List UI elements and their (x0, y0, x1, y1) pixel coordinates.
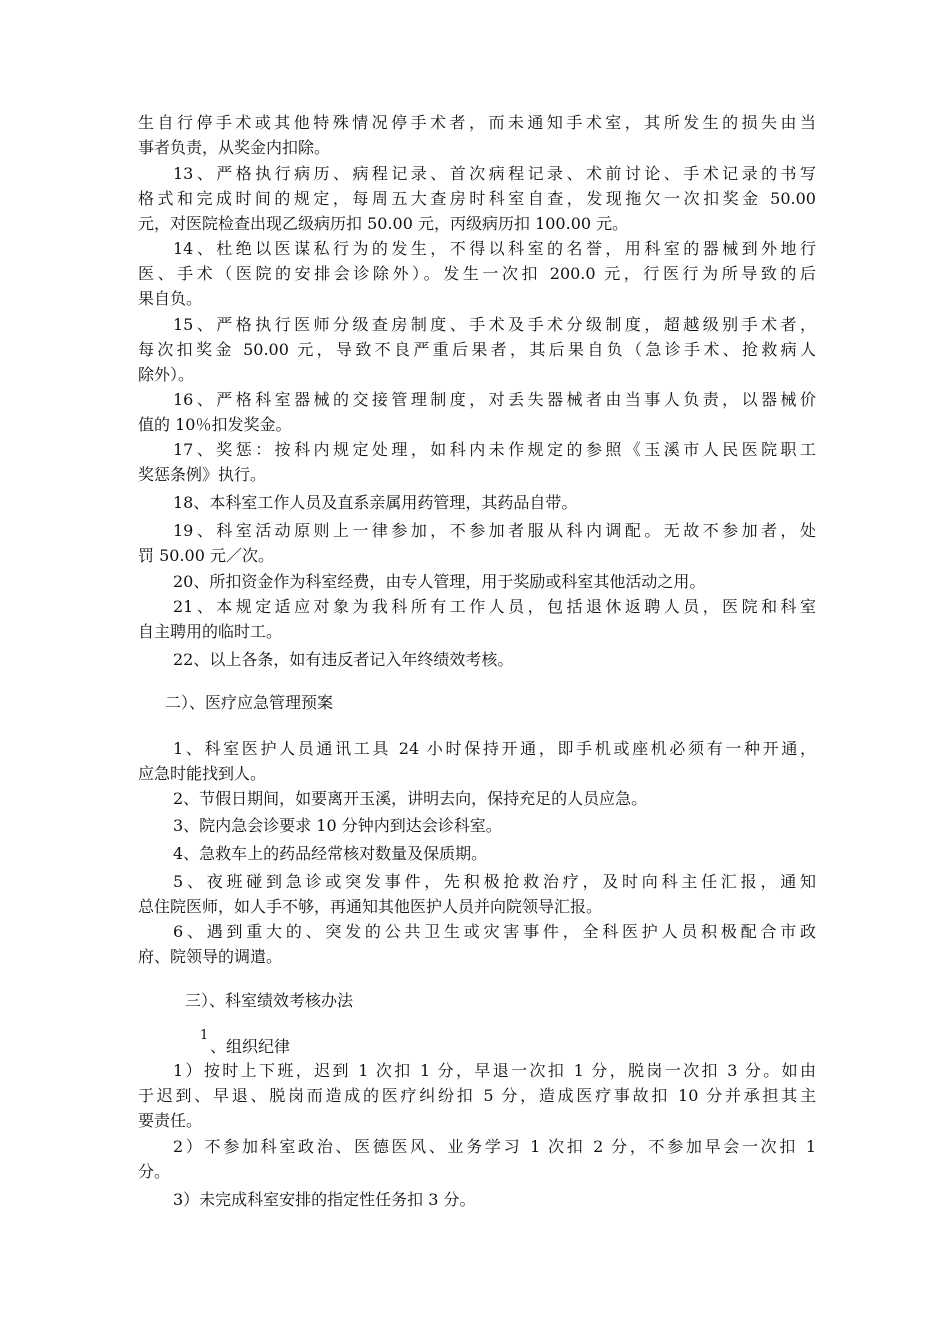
text-line: 分。 (138, 1162, 171, 1181)
text-line: 22、以上各条，如有违反者记入年终绩效考核。 (173, 650, 514, 669)
text-line: 4、急救车上的药品经常核对数量及保质期。 (173, 844, 488, 863)
text-line: 21、本规定适应对象为我科所有工作人员，包括退休返聘人员，医院和科室 (173, 597, 816, 616)
text-line: 13、严格执行病历、病程记录、首次病程记录、术前讨论、手术记录的书写 (173, 164, 816, 183)
text-line: 事者负责，从奖金内扣除。 (138, 138, 331, 157)
text-line: 5、夜班碰到急诊或突发事件，先积极抢救治疗，及时向科主任汇报，通知 (173, 872, 816, 891)
text-line: 6、遇到重大的、突发的公共卫生或灾害事件，全科医护人员积极配合市政 (173, 922, 816, 941)
text-line: 2）不参加科室政治、医德医风、业务学习 1 次扣 2 分，不参加早会一次扣 1 (173, 1137, 816, 1156)
text-line: 应急时能找到人。 (138, 764, 267, 783)
subsection-heading: 、组织纪律 (210, 1037, 291, 1056)
text-line: 3）未完成科室安排的指定性任务扣 3 分。 (173, 1190, 476, 1209)
text-line: 每次扣奖金 50.00 元，导致不良严重后果者，其后果自负（急诊手术、抢救病人 (138, 340, 816, 359)
text-line: 16、严格科室器械的交接管理制度，对丢失器械者由当事人负责，以器械价 (173, 390, 816, 409)
text-line: 18、本科室工作人员及直系亲属用药管理，其药品自带。 (173, 493, 578, 512)
section-heading: 三）、科室绩效考核办法 (185, 991, 354, 1010)
text-line: 自主聘用的临时工。 (138, 622, 283, 641)
text-line: 要责任。 (138, 1111, 203, 1130)
list-number: 1 (200, 1028, 209, 1043)
text-line: 20、所扣资金作为科室经费，由专人管理，用于奖励或科室其他活动之用。 (173, 572, 706, 591)
text-line: 果自负。 (138, 289, 203, 308)
text-line: 总住院医师，如人手不够，再通知其他医护人员并向院领导汇报。 (138, 897, 603, 916)
text-line: 除外）。 (138, 365, 195, 384)
text-line: 格式和完成时间的规定，每周五大查房时科室自查，发现拖欠一次扣奖金 50.00 (138, 189, 816, 208)
text-line: 元，对医院检查出现乙级病历扣 50.00 元，丙级病历扣 100.00 元。 (138, 214, 629, 233)
text-line: 于迟到、早退、脱岗而造成的医疗纠纷扣 5 分，造成医疗事故扣 10 分并承担其主 (138, 1086, 816, 1105)
text-line: 19、科室活动原则上一律参加，不参加者服从科内调配。无故不参加者，处 (173, 521, 816, 540)
text-line: 罚 50.00 元／次。 (138, 546, 274, 565)
text-line: 值的 10％扣发奖金。 (138, 415, 292, 434)
text-line: 奖惩条例》执行。 (138, 465, 267, 484)
text-line: 17、奖惩：按科内规定处理，如科内未作规定的参照《玉溪市人民医院职工 (173, 440, 816, 459)
section-heading: 二）、医疗应急管理预案 (165, 693, 334, 712)
text-line: 2、节假日期间，如要离开玉溪，讲明去向，保持充足的人员应急。 (173, 789, 648, 808)
text-line: 医、手术（医院的安排会诊除外）。发生一次扣 200.0 元，行医行为所导致的后 (138, 264, 816, 283)
text-line: 14、杜绝以医谋私行为的发生，不得以科室的名誉，用科室的器械到外地行 (173, 239, 816, 258)
text-line: 1、科室医护人员通讯工具 24 小时保持开通，即手机或座机必须有一种开通， (173, 739, 816, 758)
text-line: 府、院领导的调遣。 (138, 947, 283, 966)
text-line: 15、严格执行医师分级查房制度、手术及手术分级制度，超越级别手术者， (173, 315, 816, 334)
text-line: 生自行停手术或其他特殊情况停手术者，而未通知手术室，其所发生的损失由当 (138, 113, 816, 132)
text-line: 3、院内急会诊要求 10 分钟内到达会诊科室。 (173, 816, 502, 835)
text-line: 1）按时上下班，迟到 1 次扣 1 分，早退一次扣 1 分，脱岗一次扣 3 分。如由 (173, 1061, 816, 1080)
